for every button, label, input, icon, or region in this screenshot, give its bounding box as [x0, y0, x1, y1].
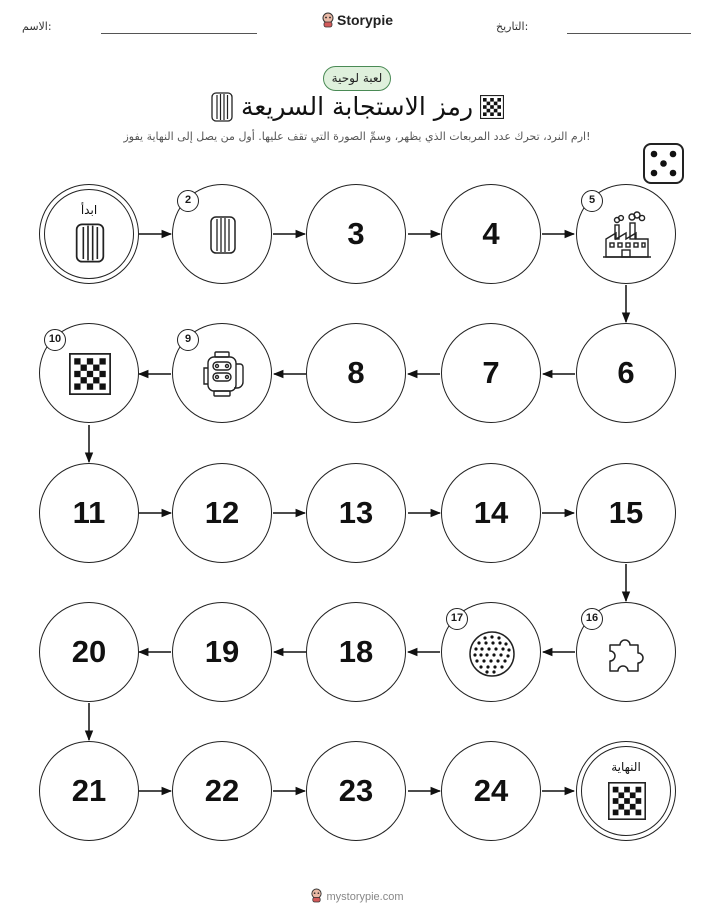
instructions-text: ارم النرد، تحرك عدد المربعات الذي يظهر، وسمِّ الصورة التي تقف عليها. أول من يصل إلى النهاية يفوز!	[123, 130, 591, 143]
space-number: 9	[177, 329, 199, 351]
brand-name: Storypie	[336, 12, 393, 28]
space-number: 2	[177, 190, 199, 212]
board-space[interactable]	[306, 463, 406, 563]
engine-icon	[200, 350, 246, 398]
board-space[interactable]	[306, 184, 406, 284]
start-space[interactable]	[39, 184, 139, 284]
board-space[interactable]	[172, 323, 272, 423]
board-space[interactable]	[39, 463, 139, 563]
space-number: 14	[473, 495, 509, 530]
space-number: 12	[204, 495, 240, 530]
factory-icon	[602, 211, 652, 259]
qr-grid-icon	[69, 353, 111, 395]
board-space[interactable]	[576, 323, 676, 423]
board-space[interactable]	[172, 741, 272, 841]
board-space[interactable]	[576, 602, 676, 702]
space-number: 16	[581, 608, 603, 630]
dotted-disc-icon	[468, 630, 516, 678]
board-space[interactable]	[306, 602, 406, 702]
space-number: 23	[338, 773, 374, 808]
start-label: ابدأ	[80, 203, 98, 217]
space-number: 17	[446, 608, 468, 630]
space-number: 13	[338, 495, 374, 530]
space-number: 11	[72, 495, 106, 530]
finish-label: النهاية	[611, 760, 641, 774]
page-title: رمز الاستجابة السريعة	[240, 92, 474, 121]
footer	[0, 888, 714, 903]
space-number: 20	[71, 634, 107, 669]
space-number: 15	[608, 495, 644, 530]
board-space[interactable]	[441, 602, 541, 702]
date-label: التاريخ:	[496, 20, 529, 33]
name-label: الاسم:	[22, 20, 52, 33]
bundle-icon	[203, 215, 243, 255]
board-space[interactable]	[39, 602, 139, 702]
space-number: 5	[581, 190, 603, 212]
space-number: 10	[44, 329, 66, 351]
board-space[interactable]	[172, 463, 272, 563]
board-space[interactable]	[576, 463, 676, 563]
footer-url[interactable]: mystorypie.com	[326, 891, 404, 903]
board-space[interactable]	[576, 184, 676, 284]
space-number: 6	[617, 355, 635, 390]
board-space[interactable]	[441, 323, 541, 423]
space-number: 7	[482, 355, 500, 390]
board-space[interactable]	[441, 463, 541, 563]
puzzle-piece-icon	[606, 633, 648, 675]
board-space[interactable]	[172, 184, 272, 284]
mascot-icon	[310, 888, 323, 903]
qr-grid-icon	[608, 782, 646, 820]
board-space[interactable]	[39, 741, 139, 841]
bundle-icon	[73, 223, 107, 263]
board-space[interactable]	[441, 741, 541, 841]
space-number: 4	[482, 216, 500, 251]
finish-space[interactable]	[576, 741, 676, 841]
category-badge: لعبة لوحية	[323, 66, 391, 91]
space-number: 24	[473, 773, 509, 808]
space-number: 22	[204, 773, 240, 808]
space-number: 3	[347, 216, 365, 251]
space-number: 21	[71, 773, 107, 808]
space-number: 19	[204, 634, 240, 669]
board-space[interactable]	[441, 184, 541, 284]
space-number: 18	[338, 634, 374, 669]
board-space[interactable]	[172, 602, 272, 702]
board-space[interactable]	[306, 741, 406, 841]
board-space[interactable]	[39, 323, 139, 423]
board-space[interactable]	[306, 323, 406, 423]
space-number: 8	[347, 355, 365, 390]
